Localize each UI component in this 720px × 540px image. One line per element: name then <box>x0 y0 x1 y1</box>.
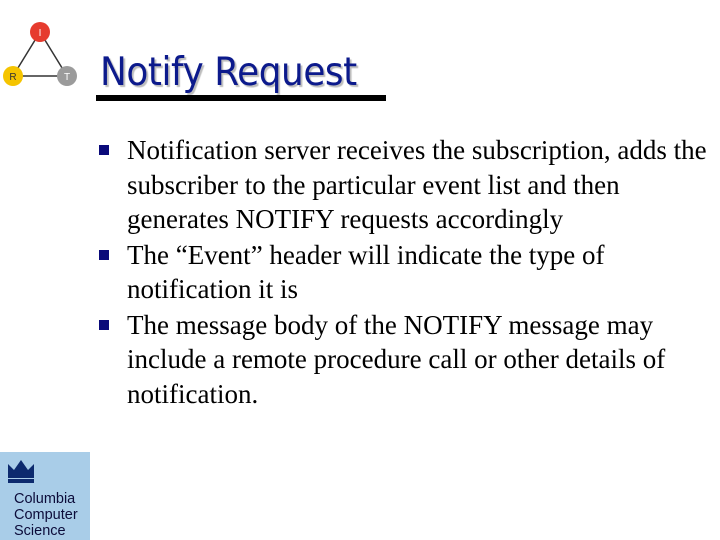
square-bullet-icon <box>99 145 109 155</box>
bullet-text: Notification server receives the subscription, adds the subscriber to the particular event list and then generates NOTIFY requests accordingly <box>127 135 707 234</box>
bullet-list <box>97 133 707 412</box>
bullet-item <box>97 308 707 412</box>
logo-line-2: Computer <box>14 507 78 523</box>
title-underline <box>96 95 386 101</box>
logo-line-3: Science <box>14 523 66 539</box>
logo-letter-t: T <box>63 72 71 83</box>
logo-line-1: Columbia <box>14 491 76 507</box>
bullet-item <box>97 238 707 307</box>
logo-letter-r: R <box>9 72 17 83</box>
bullet-text: The message body of the NOTIFY message may include a remote procedure call or other details of notification. <box>127 309 666 409</box>
crown-icon <box>4 456 38 486</box>
bullet-item <box>97 133 707 237</box>
square-bullet-icon <box>99 250 109 260</box>
slide-title: Notify Request <box>100 50 357 95</box>
columbia-cs-logo <box>0 452 90 540</box>
square-bullet-icon <box>99 320 109 330</box>
logo-letter-i: I <box>38 28 42 39</box>
irt-logo <box>0 18 82 94</box>
bullet-text: The “Event” header will indicate the type of notification it is <box>127 239 605 304</box>
